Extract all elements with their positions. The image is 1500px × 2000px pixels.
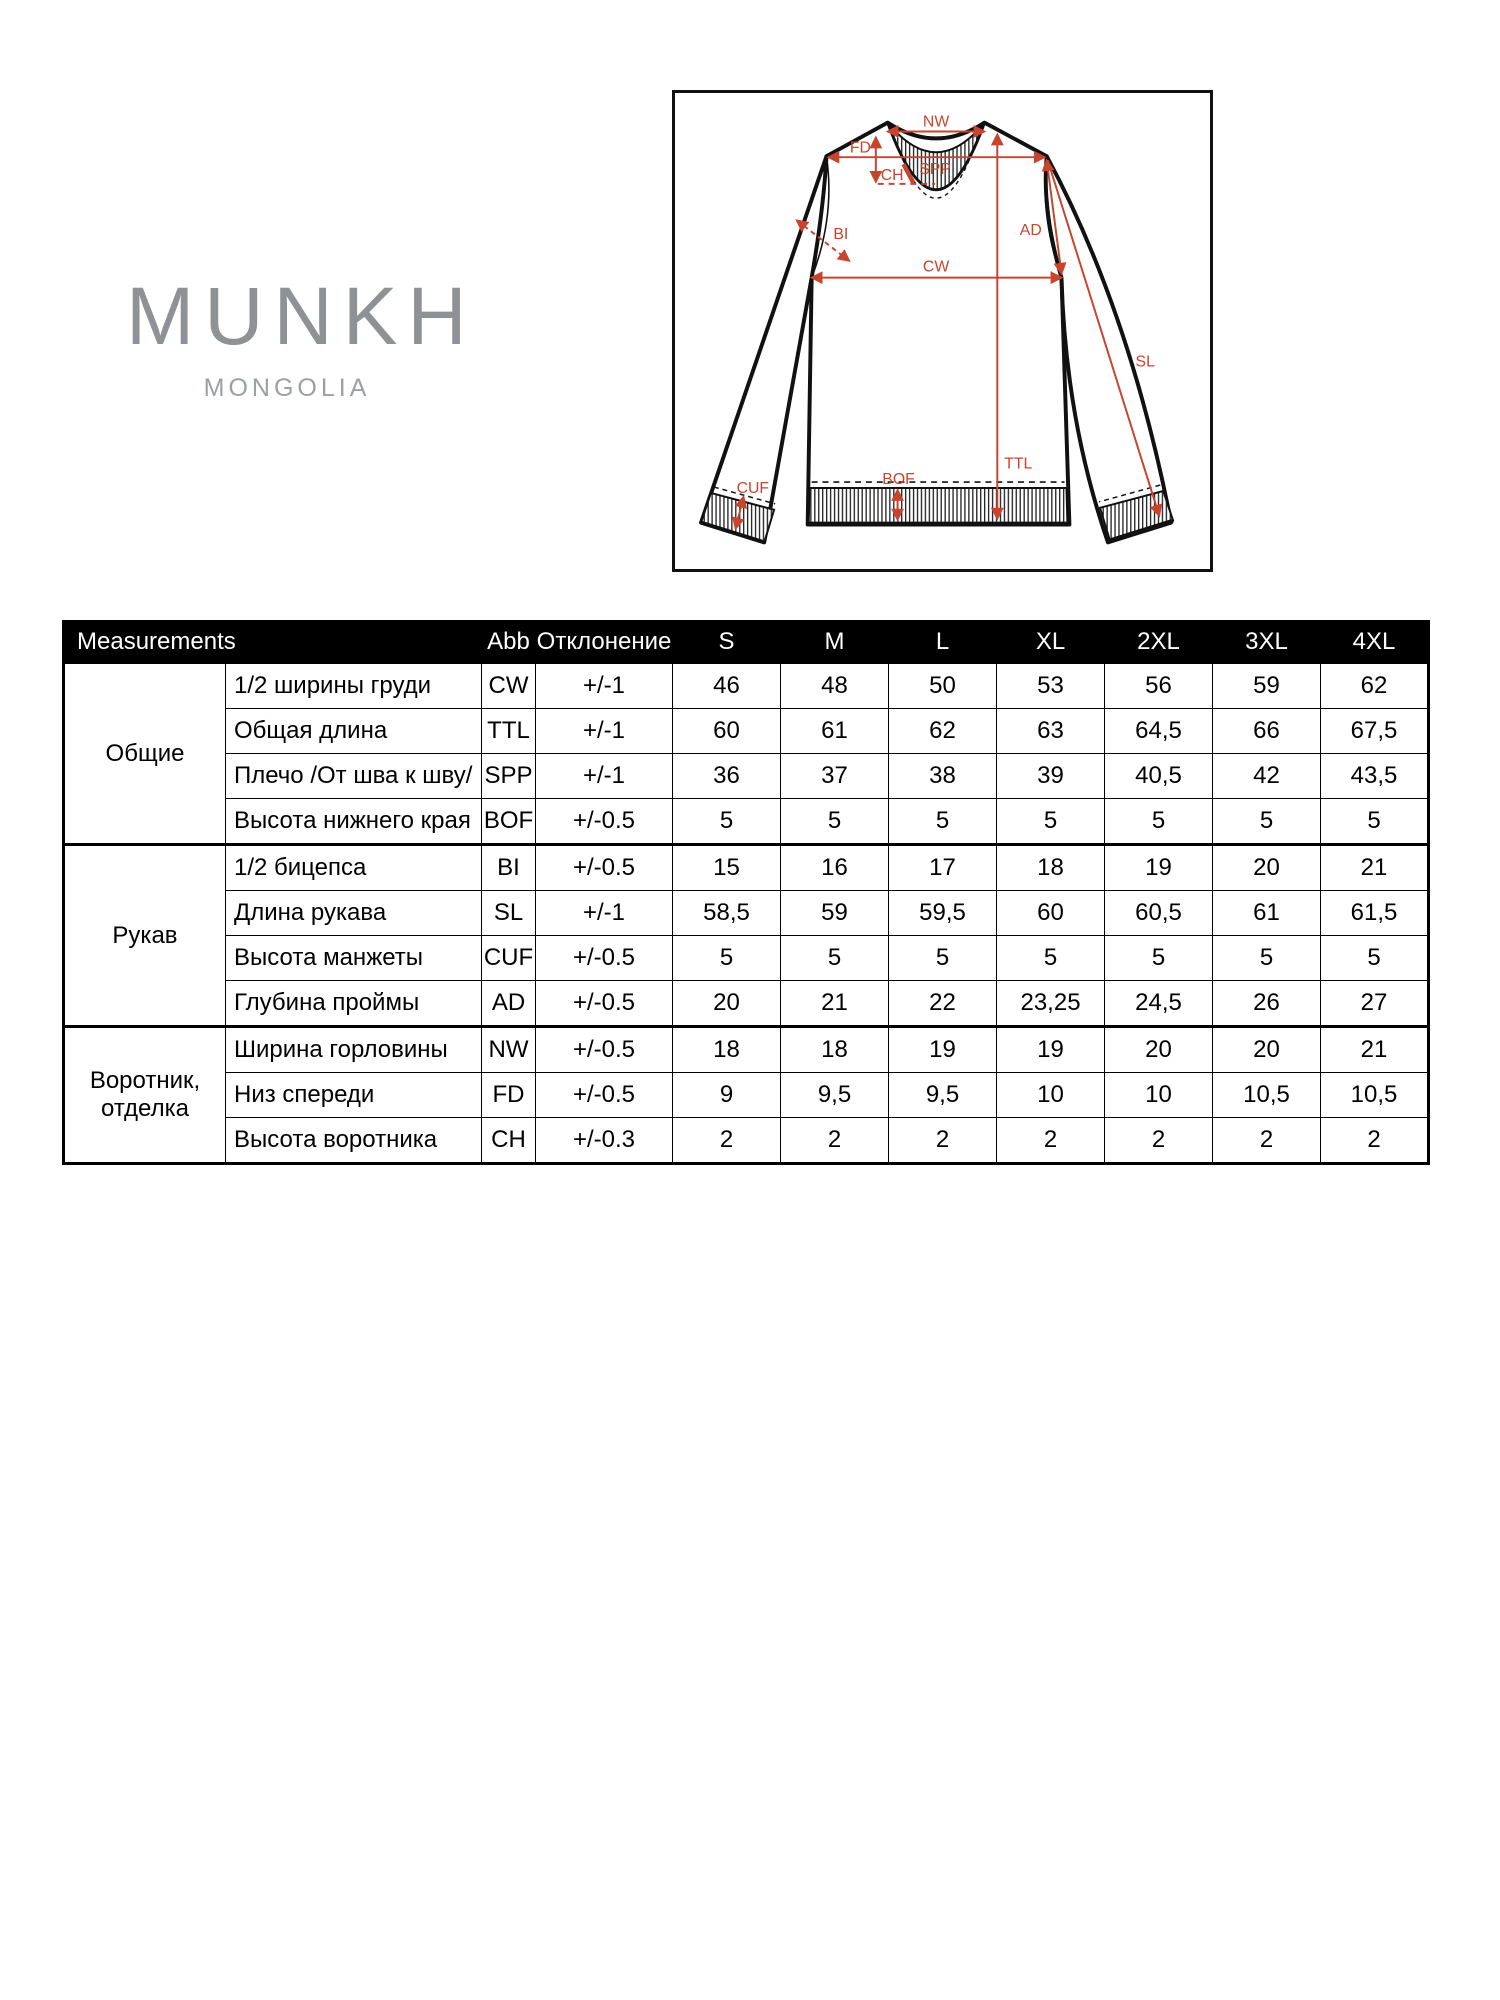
value-cell: 37 (781, 754, 889, 799)
value-cell: 9,5 (889, 1073, 997, 1118)
value-cell: 42 (1213, 754, 1321, 799)
value-cell: 10 (1105, 1073, 1213, 1118)
cw-label: CW (922, 258, 950, 276)
value-cell: 23,25 (997, 981, 1105, 1027)
value-cell: 38 (889, 754, 997, 799)
value-cell: 5 (1321, 936, 1429, 981)
value-cell: 18 (997, 845, 1105, 891)
measurement-name-cell: Низ спереди (226, 1073, 482, 1118)
header-deviation: Отклонение (536, 622, 673, 663)
value-cell: 19 (889, 1027, 997, 1073)
value-cell: 5 (997, 936, 1105, 981)
table-row (64, 845, 1429, 891)
value-cell: 21 (781, 981, 889, 1027)
value-cell: 19 (997, 1027, 1105, 1073)
ttl-label: TTL (1004, 455, 1033, 473)
value-cell: 48 (781, 663, 889, 709)
ad-label: AD (1019, 222, 1042, 240)
header-size-3xl: 3XL (1213, 622, 1321, 663)
value-cell: 5 (1105, 799, 1213, 845)
value-cell: 2 (889, 1118, 997, 1164)
table-header-row (64, 622, 1429, 663)
abbreviation-cell: SL (482, 891, 536, 936)
value-cell: 53 (997, 663, 1105, 709)
table-row (64, 1118, 1429, 1164)
value-cell: 5 (889, 799, 997, 845)
sl-label: SL (1135, 353, 1155, 371)
abbreviation-cell: BOF (482, 799, 536, 845)
measurement-name-cell: Длина рукава (226, 891, 482, 936)
value-cell: 26 (1213, 981, 1321, 1027)
header-size-s: S (673, 622, 781, 663)
value-cell: 24,5 (1105, 981, 1213, 1027)
value-cell: 46 (673, 663, 781, 709)
measurement-name-cell: Высота нижнего края (226, 799, 482, 845)
value-cell: 5 (673, 799, 781, 845)
value-cell: 67,5 (1321, 709, 1429, 754)
value-cell: 60 (673, 709, 781, 754)
fd-label: FD (849, 139, 871, 157)
table-row (64, 799, 1429, 845)
value-cell: 50 (889, 663, 997, 709)
measurement-name-cell: Глубина проймы (226, 981, 482, 1027)
value-cell: 9,5 (781, 1073, 889, 1118)
value-cell: 2 (781, 1118, 889, 1164)
value-cell: 5 (1321, 799, 1429, 845)
table-row (64, 754, 1429, 799)
table-row (64, 936, 1429, 981)
group-label-cell: Общие (64, 663, 226, 845)
table-body (64, 663, 1429, 1164)
abbreviation-cell: CUF (482, 936, 536, 981)
spp-label: SPP (919, 160, 951, 178)
brand-subtitle: MONGOLIA (203, 374, 371, 402)
group-label-cell: Воротник, отделка (64, 1027, 226, 1164)
value-cell: 56 (1105, 663, 1213, 709)
brand-name: MUNKH (126, 271, 477, 362)
value-cell: 10,5 (1213, 1073, 1321, 1118)
value-cell: 63 (997, 709, 1105, 754)
deviation-cell: +/-0.5 (536, 936, 673, 981)
deviation-cell: +/-1 (536, 663, 673, 709)
value-cell: 15 (673, 845, 781, 891)
value-cell: 43,5 (1321, 754, 1429, 799)
value-cell: 17 (889, 845, 997, 891)
value-cell: 21 (1321, 1027, 1429, 1073)
value-cell: 19 (1105, 845, 1213, 891)
value-cell: 5 (673, 936, 781, 981)
abbreviation-cell: BI (482, 845, 536, 891)
value-cell: 5 (781, 936, 889, 981)
value-cell: 2 (673, 1118, 781, 1164)
deviation-cell: +/-0.5 (536, 1027, 673, 1073)
header-size-2xl: 2XL (1105, 622, 1213, 663)
value-cell: 5 (889, 936, 997, 981)
value-cell: 62 (889, 709, 997, 754)
header-size-l: L (889, 622, 997, 663)
value-cell: 10 (997, 1073, 1105, 1118)
value-cell: 66 (1213, 709, 1321, 754)
measurement-name-cell: Высота манжеты (226, 936, 482, 981)
deviation-cell: +/-1 (536, 754, 673, 799)
value-cell: 60 (997, 891, 1105, 936)
value-cell: 5 (1213, 936, 1321, 981)
measurement-name-cell: 1/2 бицепса (226, 845, 482, 891)
table-row (64, 1027, 1429, 1073)
sweater-measurement-diagram (672, 90, 1213, 572)
abbreviation-cell: NW (482, 1027, 536, 1073)
table-row (64, 891, 1429, 936)
value-cell: 20 (1213, 1027, 1321, 1073)
measurement-name-cell: Ширина горловины (226, 1027, 482, 1073)
value-cell: 21 (1321, 845, 1429, 891)
value-cell: 5 (781, 799, 889, 845)
value-cell: 2 (1321, 1118, 1429, 1164)
deviation-cell: +/-0.5 (536, 1073, 673, 1118)
value-cell: 61 (781, 709, 889, 754)
deviation-cell: +/-0.5 (536, 845, 673, 891)
value-cell: 18 (673, 1027, 781, 1073)
table-row (64, 709, 1429, 754)
abbreviation-cell: FD (482, 1073, 536, 1118)
value-cell: 40,5 (1105, 754, 1213, 799)
value-cell: 59,5 (889, 891, 997, 936)
nw-label: NW (922, 113, 950, 131)
value-cell: 2 (1213, 1118, 1321, 1164)
value-cell: 64,5 (1105, 709, 1213, 754)
deviation-cell: +/-0.5 (536, 981, 673, 1027)
measurement-name-cell: Общая длина (226, 709, 482, 754)
abbreviation-cell: CW (482, 663, 536, 709)
brand-logo (116, 271, 477, 403)
value-cell: 10,5 (1321, 1073, 1429, 1118)
value-cell: 62 (1321, 663, 1429, 709)
value-cell: 59 (1213, 663, 1321, 709)
measurement-name-cell: Плечо /От шва к шву/ (226, 754, 482, 799)
value-cell: 18 (781, 1027, 889, 1073)
ch-label: CH (880, 166, 904, 184)
header-abb: Abb (482, 622, 536, 663)
abbreviation-cell: TTL (482, 709, 536, 754)
value-cell: 2 (1105, 1118, 1213, 1164)
header-size-m: M (781, 622, 889, 663)
table-row (64, 1073, 1429, 1118)
header-size-4xl: 4XL (1321, 622, 1429, 663)
abbreviation-cell: CH (482, 1118, 536, 1164)
header-size-xl: XL (997, 622, 1105, 663)
deviation-cell: +/-1 (536, 891, 673, 936)
value-cell: 60,5 (1105, 891, 1213, 936)
value-cell: 5 (1213, 799, 1321, 845)
value-cell: 16 (781, 845, 889, 891)
value-cell: 5 (997, 799, 1105, 845)
value-cell: 61,5 (1321, 891, 1429, 936)
abbreviation-cell: SPP (482, 754, 536, 799)
size-chart-table (62, 620, 1430, 1165)
deviation-cell: +/-0.3 (536, 1118, 673, 1164)
group-label-cell: Рукав (64, 845, 226, 1027)
table-row (64, 663, 1429, 709)
deviation-cell: +/-0.5 (536, 799, 673, 845)
measurement-name-cell: 1/2 ширины груди (226, 663, 482, 709)
cuf-label: CUF (736, 479, 770, 497)
value-cell: 5 (1105, 936, 1213, 981)
value-cell: 9 (673, 1073, 781, 1118)
deviation-cell: +/-1 (536, 709, 673, 754)
value-cell: 39 (997, 754, 1105, 799)
abbreviation-cell: AD (482, 981, 536, 1027)
value-cell: 59 (781, 891, 889, 936)
bi-label: BI (833, 226, 849, 244)
sweater-sketch (675, 93, 1210, 569)
value-cell: 20 (673, 981, 781, 1027)
value-cell: 20 (1213, 845, 1321, 891)
value-cell: 61 (1213, 891, 1321, 936)
value-cell: 27 (1321, 981, 1429, 1027)
value-cell: 58,5 (673, 891, 781, 936)
measurement-name-cell: Высота воротника (226, 1118, 482, 1164)
value-cell: 36 (673, 754, 781, 799)
value-cell: 2 (997, 1118, 1105, 1164)
value-cell: 20 (1105, 1027, 1213, 1073)
table-row (64, 981, 1429, 1027)
header-measurements: Measurements (64, 622, 482, 663)
bof-label: BOF (882, 471, 915, 489)
value-cell: 22 (889, 981, 997, 1027)
